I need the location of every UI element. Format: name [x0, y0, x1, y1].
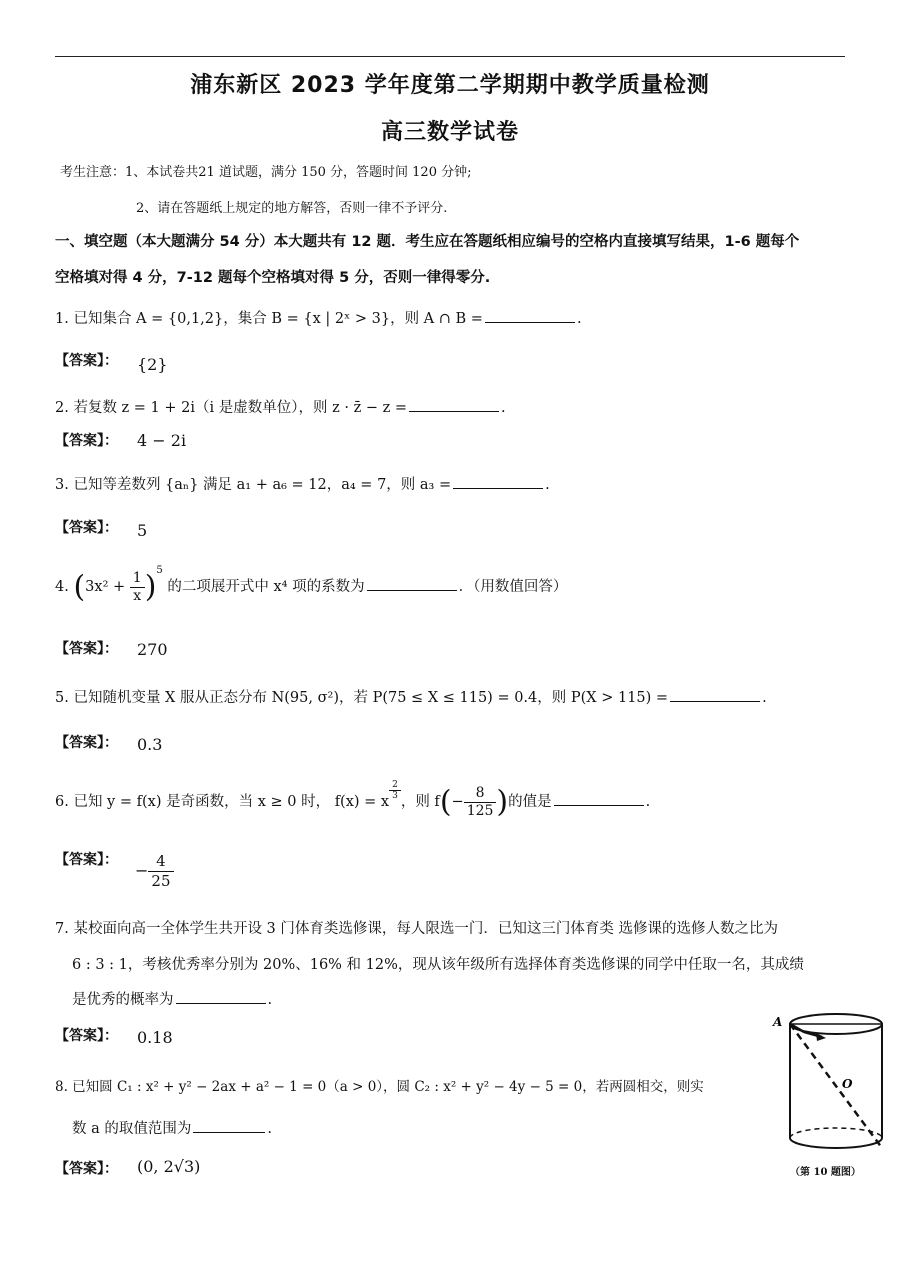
frac-den: x	[133, 587, 142, 604]
exponent: 5	[156, 565, 163, 576]
question-7-line-3	[72, 988, 272, 1009]
frac-num: 1	[130, 570, 145, 588]
question-8-line-2	[72, 1117, 272, 1138]
page-title: 浦东新区 2023 学年度第二学期期中教学质量检测	[190, 73, 710, 98]
expr-term: 3x² +	[85, 579, 126, 595]
answer-1: {2}	[137, 355, 168, 374]
period: .	[501, 400, 506, 416]
answer-6: − $\frac{4}{25}$	[135, 852, 174, 891]
paren-left: (	[73, 569, 86, 605]
paren-right: )	[496, 784, 509, 820]
answer-label: 【答案】：	[55, 433, 118, 449]
diagonal-path	[790, 1024, 882, 1148]
answer-7: 0.18	[137, 1028, 173, 1047]
answer-5: 0.3	[137, 735, 163, 754]
paren-right: )	[144, 569, 157, 605]
cylinder-figure	[770, 1010, 890, 1180]
question-7-line-2: 6 : 3 : 1，考核优秀率分别为 20%、16% 和 12%，现从该年级所有选择体育类选修课的同学中任取一名，其成绩	[72, 957, 804, 973]
answer-label: 【答案】：	[55, 520, 118, 536]
answer-fraction	[148, 852, 173, 891]
question-6-text-c: ，则 f	[400, 794, 440, 810]
figure-caption: （第 10 题图）	[790, 1167, 861, 1178]
answer-4: 270	[137, 640, 168, 659]
answer-3: 5	[137, 521, 148, 540]
question-4-text: 的二项展开式中 x⁴ 项的系数为	[167, 579, 365, 595]
question-6-text-a: 6. 已知 y = f(x) 是奇函数，当 x ≥ 0 时，	[55, 794, 331, 810]
question-8-text: 数 a 的取值范围为	[72, 1121, 192, 1137]
question-3-text: 3. 已知等差数列 {aₙ} 满足 a₁ + a₆ = 12，a₄ = 7，则 a₃ =	[55, 477, 452, 493]
answer-label: 【答案】：	[55, 852, 118, 868]
question-1	[55, 307, 582, 328]
period: .	[762, 690, 767, 706]
answer-blank	[485, 308, 575, 323]
page-subtitle: 高三数学试卷	[380, 120, 519, 145]
exp-den: 3	[392, 791, 398, 801]
answer-blank	[409, 397, 499, 412]
ans-den: 25	[151, 872, 171, 890]
ans-num: 4	[148, 852, 173, 872]
arg-num: 8	[464, 785, 497, 803]
exam-note-1: 考生注意：1、本试卷共21 道试题，满分 150 分，答题时间 120 分钟;	[60, 165, 472, 180]
answer-label: 【答案】：	[55, 641, 118, 657]
question-4-number: 4.	[55, 579, 69, 595]
question-3	[55, 473, 550, 494]
period: .	[267, 1121, 272, 1137]
question-7-text: 是优秀的概率为	[72, 992, 174, 1008]
fraction	[130, 570, 145, 605]
exp-num: 2	[389, 780, 401, 791]
question-6: 6. 已知 y = f(x) 是奇函数，当 x ≥ 0 时， f(x) = x $\frac{2}{3}$ ，则 f(− $\frac{8}{125}$ )的值是 .	[55, 780, 651, 820]
question-5	[55, 686, 767, 707]
answer-blank	[176, 989, 266, 1004]
answer-label: 【答案】：	[55, 1161, 118, 1177]
period: .	[576, 311, 582, 327]
answer-blank	[193, 1118, 265, 1133]
answer-label: 【答案】：	[55, 353, 118, 369]
question-2-text: 2. 若复数 z = 1 + 2i（i 是虚数单位），则 z · z̄ − z =	[55, 400, 407, 416]
answer-label: 【答案】：	[55, 735, 118, 751]
answer-blank	[367, 576, 457, 591]
question-8-line-1: 8. 已知圆 C₁ : x² + y² − 2ax + a² − 1 = 0（a > 0），圆 C₂ : x² + y² − 4y − 5 = 0，若两圆相交，则实	[55, 1079, 704, 1095]
question-5-text: 5. 已知随机变量 X 服从正态分布 N(95, σ²)，若 P(75 ≤ X ≤ 115) = 0.4，则 P(X > 115) =	[55, 690, 669, 706]
exponent-fraction	[389, 780, 401, 801]
question-7-line-1: 7. 某校面向高一全体学生共开设 3 门体育类选修课，每人限选一门．已知这三门体育类 选修课的选修人数之比为	[55, 921, 778, 937]
question-1-text: 1. 已知集合 A = {0,1,2}，集合 B = {x | 2ˣ > 3}，则 A ∩ B =	[55, 311, 483, 327]
top-rule	[55, 56, 845, 57]
exam-note-2: 2、请在答题纸上规定的地方解答，否则一律不予评分.	[136, 201, 448, 216]
question-4-suffix: ．（用数值回答）	[458, 579, 568, 595]
section-instructions-2: 空格填对得 4 分，7-12 题每个空格填对得 5 分，否则一律得零分.	[55, 270, 491, 286]
answer-2: 4 − 2i	[137, 431, 187, 450]
cylinder-bottom-back	[790, 1128, 882, 1138]
answer-blank	[670, 687, 760, 702]
period: .	[645, 794, 651, 810]
arg-den: 125	[466, 802, 494, 819]
cylinder-bottom-front	[790, 1138, 882, 1148]
paren-left: (	[439, 784, 452, 820]
question-6-text-d: 的值是	[508, 794, 552, 810]
question-6-func: f(x) = x	[334, 794, 390, 810]
answer-blank	[554, 791, 644, 806]
answer-label: 【答案】：	[55, 1028, 118, 1044]
question-4	[55, 565, 567, 605]
point-o-label: O	[842, 1077, 853, 1091]
argument-fraction	[464, 785, 497, 820]
section-instructions-1: 一、填空题（本大题满分 54 分）本大题共有 12 题．考生应在答题纸相应编号的空格内直接填写结果，1-6 题每个	[55, 234, 800, 250]
question-2	[55, 396, 506, 417]
point-a-label: A	[773, 1015, 783, 1029]
answer-blank	[453, 474, 543, 489]
answer-8: (0, 2√3)	[137, 1157, 201, 1176]
period: .	[267, 992, 273, 1008]
period: .	[545, 477, 550, 493]
